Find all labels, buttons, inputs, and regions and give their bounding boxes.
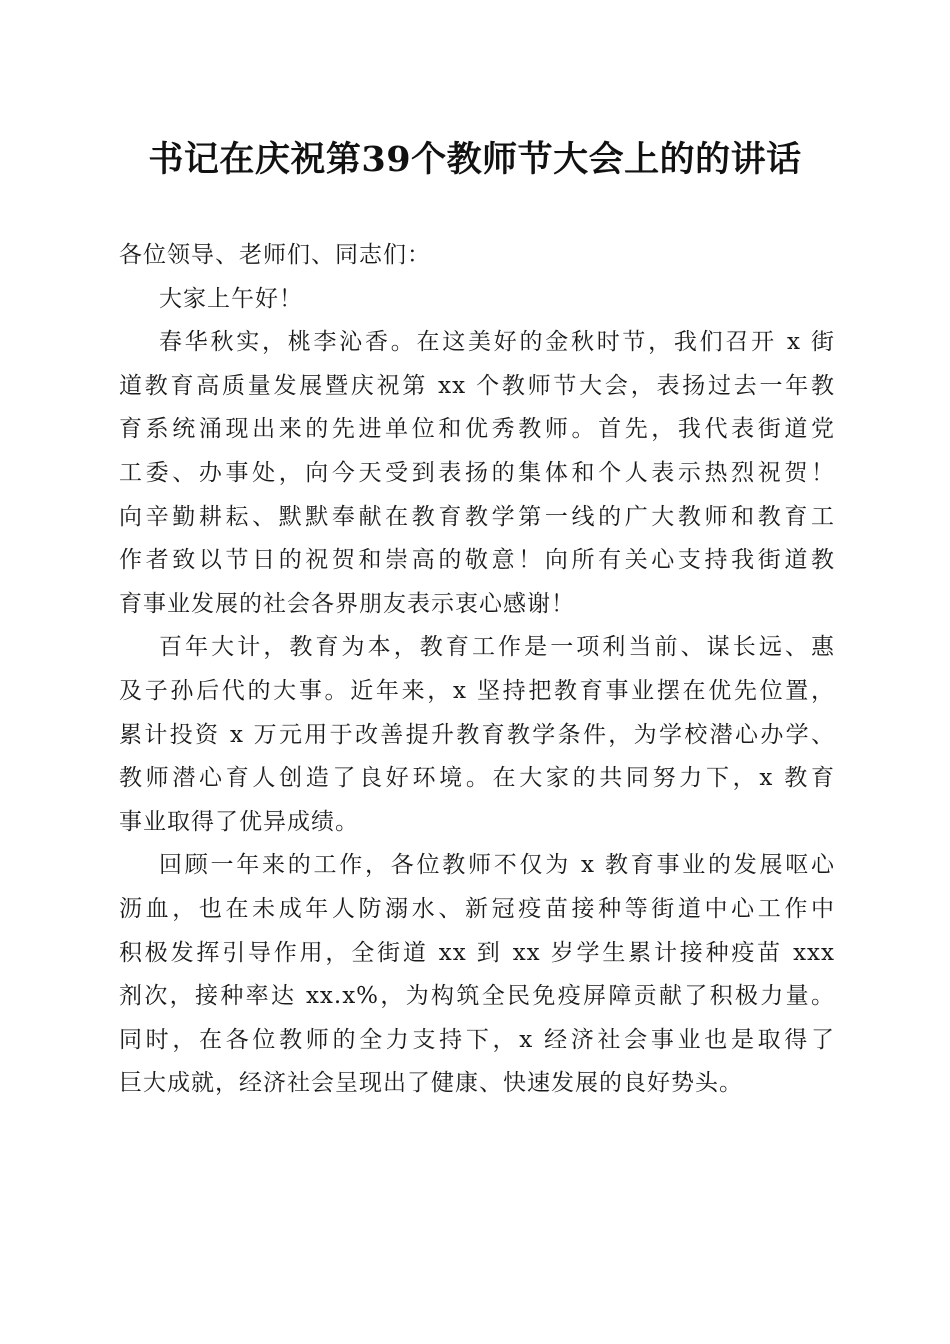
paragraph-line: 春华秋实，桃李沁香。在这美好的金秋时节，我们召开 x 街 (159, 329, 835, 356)
paragraph-line: 事业取得了优异成绩。 (119, 808, 359, 835)
paragraph-line: 巨大成就，经济社会呈现出了健康、快速发展的良好势头。 (119, 1070, 743, 1097)
paragraph-line: 百年大计，教育为本，教育工作是一项利当前、谋长远、惠 (159, 634, 835, 661)
paragraph-line: 育事业发展的社会各界朋友表示衷心感谢！ (119, 590, 575, 617)
paragraph-line: 沥血，也在未成年人防溺水、新冠疫苗接种等街道中心工作中 (119, 895, 835, 922)
paragraph-line: 累计投资 x 万元用于改善提升教育教学条件，为学校潜心办学、 (119, 721, 835, 748)
paragraph-line: 向辛勤耕耘、默默奉献在教育教学第一线的广大教师和教育工 (119, 503, 835, 530)
paragraph-line: 道教育高质量发展暨庆祝第 xx 个教师节大会，表扬过去一年教 (119, 372, 835, 399)
salutation: 各位领导、老师们、同志们： (119, 242, 431, 268)
paragraph-education-priority (119, 626, 835, 844)
paragraph-line: 同时，在各位教师的全力支持下，x 经济社会事业也是取得了 (119, 1026, 835, 1053)
paragraph-review (119, 844, 835, 1106)
paragraph-line: 工委、办事处，向今天受到表扬的集体和个人表示热烈祝贺！ (119, 459, 835, 486)
paragraph-line: 及子孙后代的大事。近年来，x 坚持把教育事业摆在优先位置， (119, 677, 835, 704)
paragraph-opening (119, 321, 835, 626)
paragraph-line: 积极发挥引导作用，全街道 xx 到 xx 岁学生累计接种疫苗 xxx (119, 939, 835, 966)
paragraph-line: 教师潜心育人创造了良好环境。在大家的共同努力下，x 教育 (119, 765, 835, 792)
document-body (119, 234, 835, 1106)
paragraph-greeting (119, 278, 835, 322)
paragraph-line: 回顾一年来的工作，各位教师不仅为 x 教育事业的发展呕心 (159, 852, 835, 879)
document-title: 书记在庆祝第39个教师节大会上的的讲话 (148, 139, 802, 180)
paragraph-line: 作者致以节日的祝贺和崇高的敬意！向所有关心支持我街道教 (119, 547, 835, 574)
paragraph-line: 大家上午好！ (159, 285, 303, 312)
paragraph-line: 剂次，接种率达 xx.x%，为构筑全民免疫屏障贡献了积极力量。 (119, 983, 835, 1010)
paragraph-line: 育系统涌现出来的先进单位和优秀教师。首先，我代表街道党 (119, 416, 835, 443)
